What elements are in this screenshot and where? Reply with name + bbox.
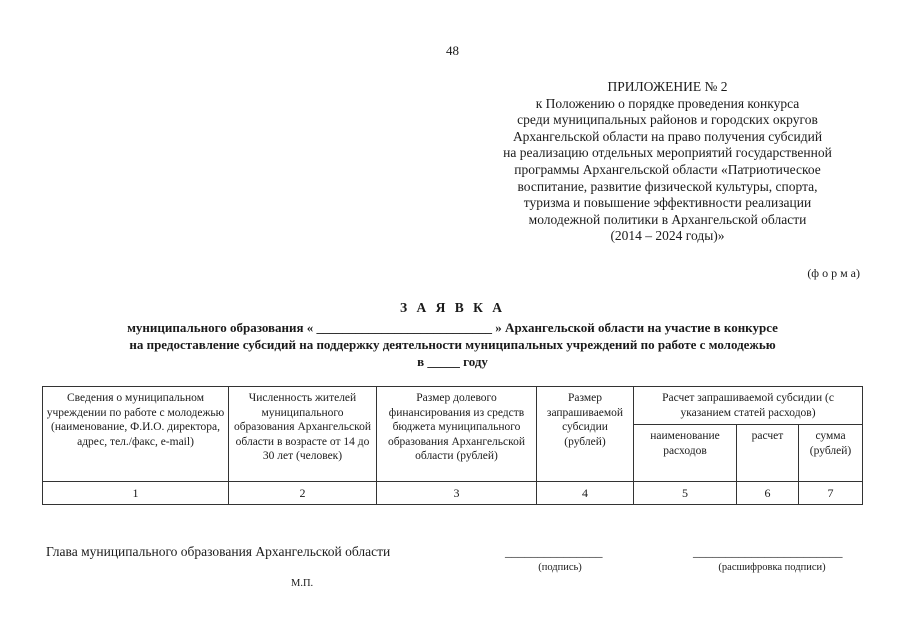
table-header-row [43,387,863,425]
signature-decode-line: _______________________ [693,544,843,559]
column-header-institution: Сведения о муниципальном учреждении по работе с молодежью (наименование, Ф.И.О. директора, адрес, тел./факс, e-mail) [43,387,229,482]
heading-line: в _____ году [417,354,488,369]
appendix-line: воспитание, развитие физической культуры, спорта, [517,178,818,194]
subcolumn-expense-name: наименование расходов [634,425,737,482]
appendix-line: ПРИЛОЖЕНИЕ № 2 [607,79,728,94]
signature-line: _______________ [505,544,603,559]
heading-line: на предоставление субсидий на поддержку деятельности муниципальных учреждений по работе с молодежью [129,337,776,352]
appendix-line: молодежной политики в Архангельской области [528,211,807,227]
column-number: 2 [229,482,377,505]
subcolumn-sum: сумма (рублей) [799,425,863,482]
application-heading [0,319,905,370]
column-header-population: Численность жителей муниципального образования Архангельской области в возрасте от 14 до 30 лет (человек) [229,387,377,482]
appendix-line: к Положению о порядке проведения конкурса [535,95,800,111]
column-group-calculation: Расчет запрашиваемой субсидии (с указанием статей расходов) [634,387,863,425]
appendix-block [470,79,865,245]
subcolumn-calculation: расчет [737,425,799,482]
application-table [42,386,863,505]
column-number: 3 [377,482,537,505]
table-row [43,482,863,505]
column-number: 4 [537,482,634,505]
signature-decode-caption: (расшифровка подписи) [718,562,826,573]
heading-line: муниципального образования « ___________________________ » Архангельской области на участие в конкурсе [127,320,778,335]
appendix-line: Архангельской области на право получения субсидий [512,128,823,144]
appendix-line: (2014 – 2024 годы)» [610,228,725,244]
stamp-mark: М.П. [291,578,314,589]
appendix-line: на реализацию отдельных мероприятий государственной [503,145,832,161]
page-number: 48 [446,43,459,58]
head-signature-label: Глава муниципального образования Архангельской области [46,544,391,559]
column-header-cofinancing: Размер долевого финансирования из средств бюджета муниципального образования Архангельской области (рублей) [377,387,537,482]
document-title: З А Я В К А [399,300,506,315]
form-note: (ф о р м а) [807,266,860,280]
column-number: 5 [634,482,737,505]
appendix-line: среди муниципальных районов и городских округов [517,112,818,128]
signature-caption: (подпись) [538,562,582,573]
column-header-subsidy: Размер запрашиваемой субсидии (рублей) [537,387,634,482]
column-number: 6 [737,482,799,505]
column-number: 7 [799,482,863,505]
column-number: 1 [43,482,229,505]
appendix-line: программы Архангельской области «Патриотическое [514,161,821,177]
appendix-line: туризма и повышение эффективности реализации [523,195,812,211]
